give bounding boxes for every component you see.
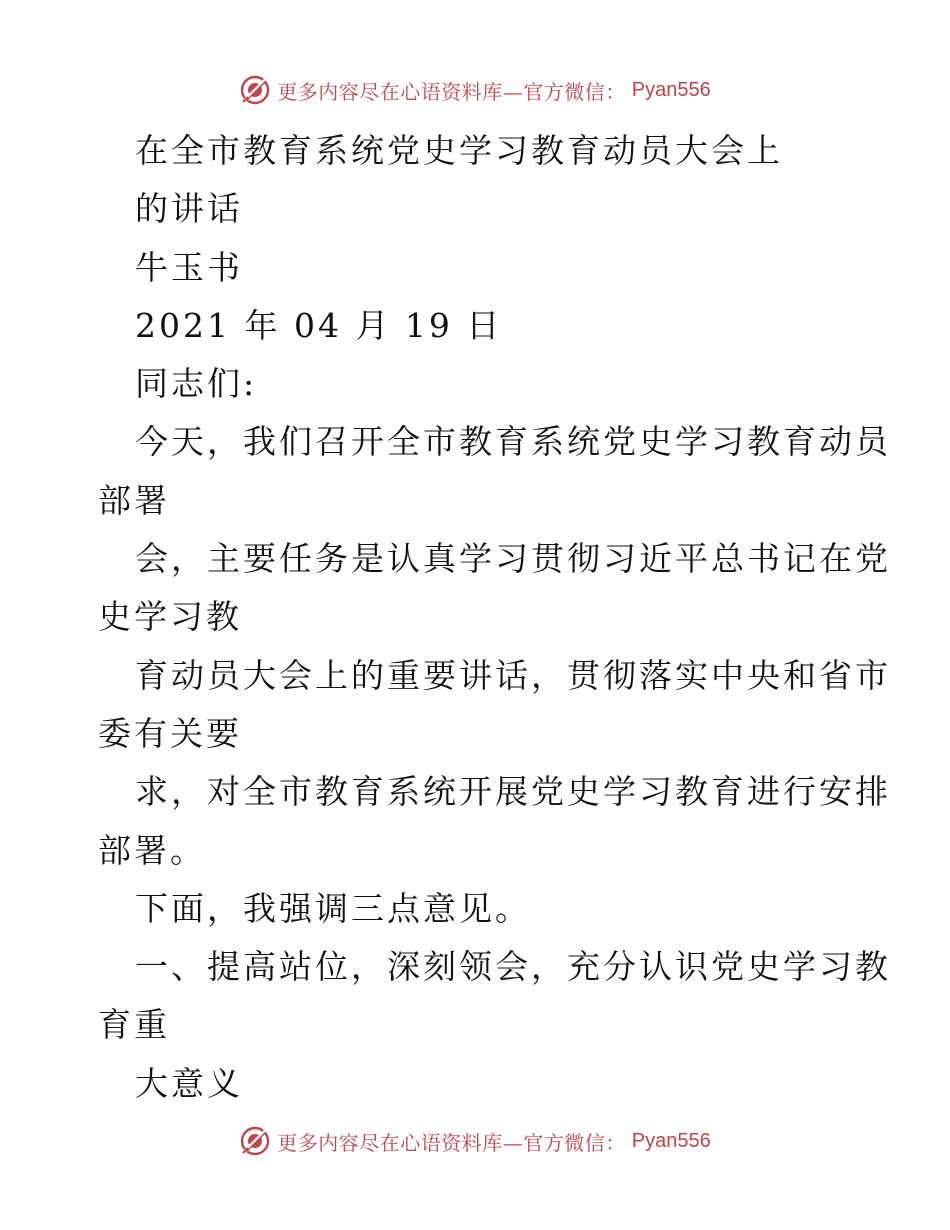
doc-section-heading-cont: 育重 [98, 1005, 170, 1045]
header-wechat-id: Pyan556 [631, 78, 711, 101]
doc-salutation: 同志们: [135, 364, 258, 404]
doc-paragraph-line: 今天，我们召开全市教育系统党史学习教育动员 [135, 422, 891, 462]
doc-paragraph-line: 委有关要 [98, 713, 242, 753]
header-banner-text: 更多内容尽在心语资料库—官方微信： [277, 79, 626, 104]
doc-paragraph-line: 下面，我强调三点意见。 [135, 888, 531, 928]
doc-section-heading-cont: 大意义 [135, 1063, 243, 1103]
footer-banner-text: 更多内容尽在心语资料库—官方微信： [277, 1130, 626, 1155]
doc-author: 牛玉书 [135, 247, 243, 287]
doc-section-heading: 一、提高站位，深刻领会，充分认识党史学习教 [135, 947, 891, 987]
header-banner [0, 70, 950, 110]
footer-banner [0, 1121, 950, 1161]
doc-paragraph-line: 史学习教 [98, 597, 242, 637]
pen-logo-icon [239, 1125, 271, 1157]
doc-date: 2021 年 04 月 19 日 [135, 305, 503, 345]
doc-paragraph-line: 育动员大会上的重要讲话，贯彻落实中央和省市 [135, 655, 891, 695]
document-body [98, 122, 891, 1113]
doc-title-line-2: 的讲话 [135, 189, 243, 229]
footer-wechat-id: Pyan556 [631, 1129, 711, 1152]
doc-title-line-1: 在全市教育系统党史学习教育动员大会上 [135, 131, 783, 170]
doc-paragraph-line: 求，对全市教育系统开展党史学习教育进行安排 [135, 772, 891, 812]
doc-paragraph-line: 会，主要任务是认真学习贯彻习近平总书记在党 [135, 539, 891, 579]
doc-paragraph-line: 部署。 [98, 830, 206, 870]
pen-logo-icon [239, 74, 271, 106]
doc-paragraph-line: 部署 [98, 480, 170, 520]
